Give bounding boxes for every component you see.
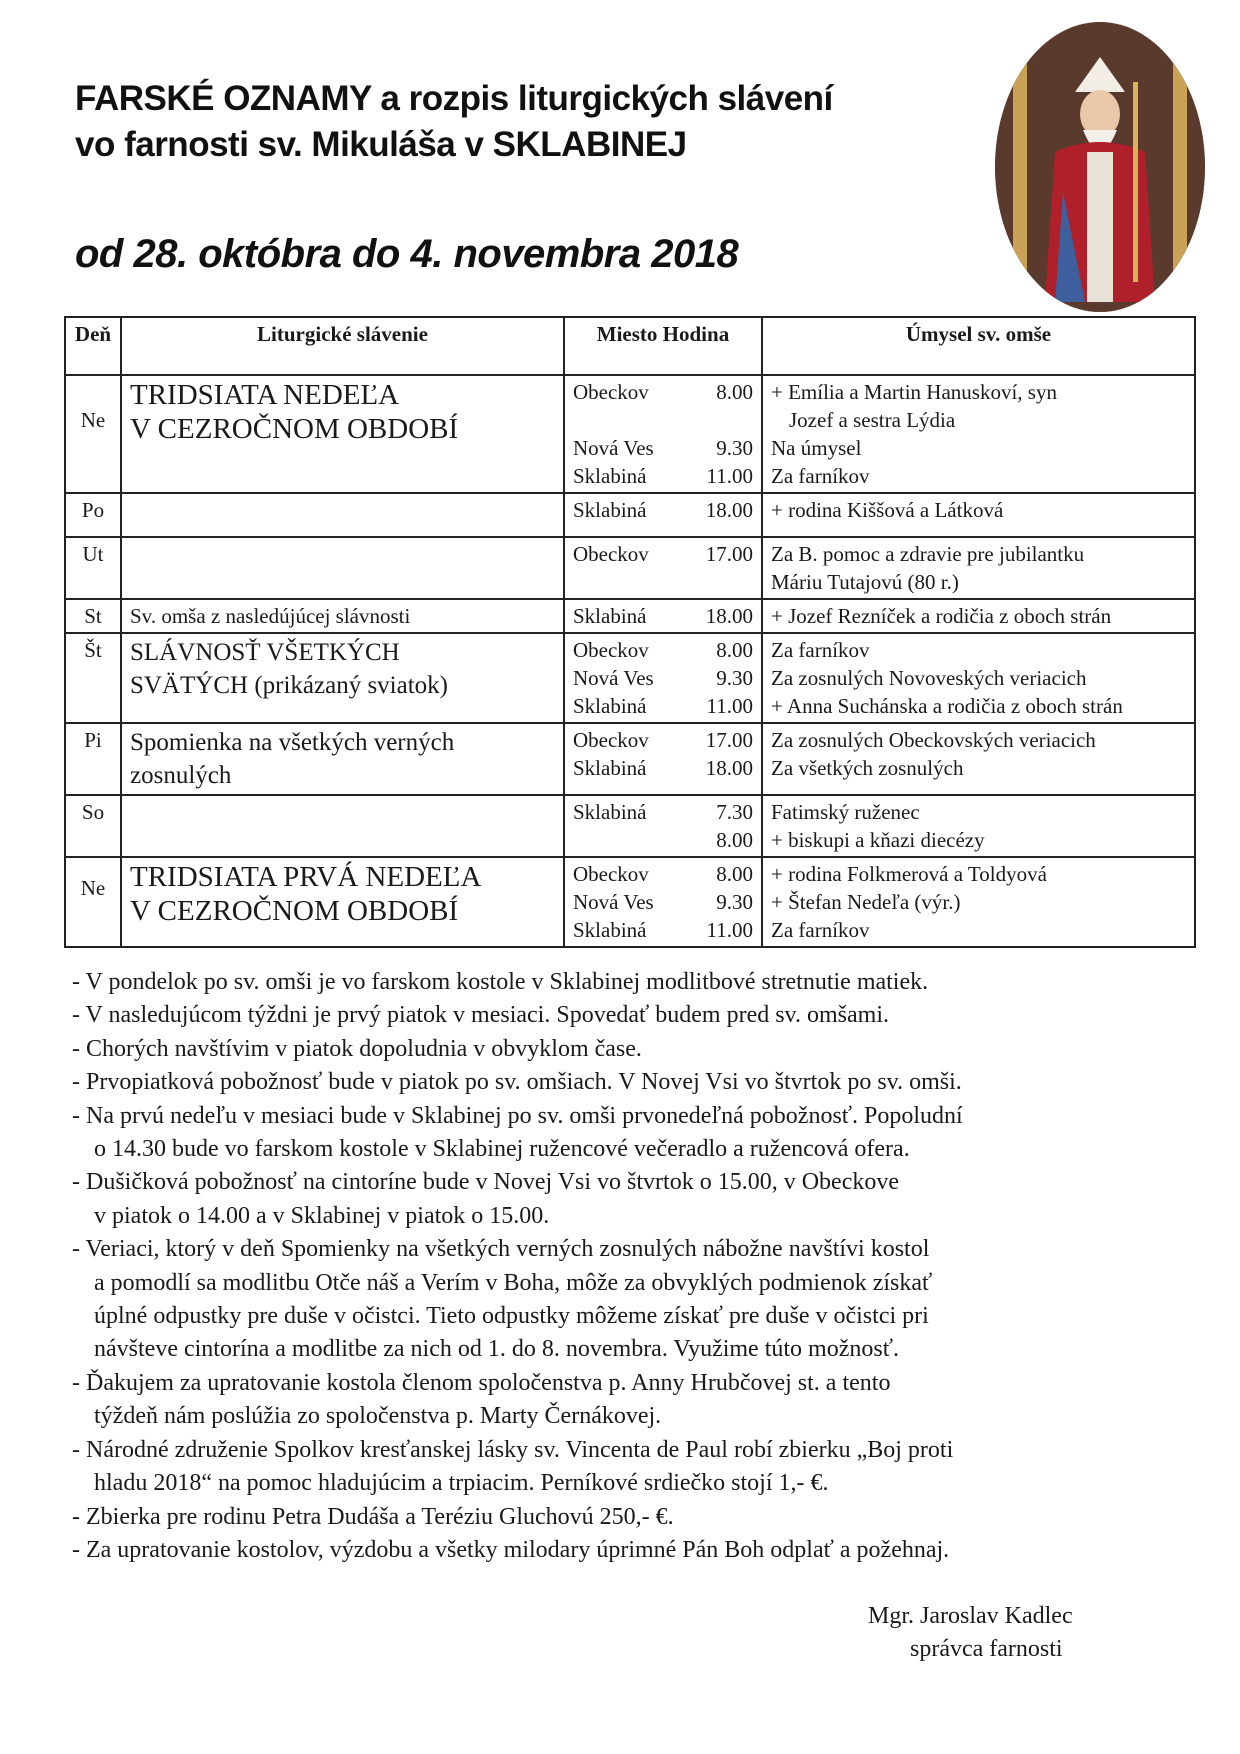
table-row <box>65 633 1195 723</box>
place-time: Sklabiná 11.00 <box>573 464 753 488</box>
liturgy-line: V CEZROČNOM OBDOBÍ <box>130 413 459 445</box>
announcement: - Ďakujem za upratovanie kostola členom spoločenstva p. Anny Hrubčovej st. a tento týždeň nám poslúžia zo spoločenstva p. Marty Černákovej. <box>72 1369 891 1430</box>
intention-line: + rodina Kiššová a Látková <box>771 498 1004 522</box>
table-header-row <box>65 317 1195 375</box>
title-line-2: vo farnosti sv. Mikuláša v SKLABINEJ <box>75 125 687 164</box>
announcement: - Na prvú nedeľu v mesiaci bude v Sklabinej po sv. omši prvonedeľná pobožnosť. Popoludní o 14.30 bude vo farskom kostole v Sklabinej ružencové večeradlo a ružencová ofera. <box>72 1102 963 1163</box>
liturgy-line: zosnulých <box>130 762 232 789</box>
place-time: Sklabiná 18.00 <box>573 756 753 780</box>
liturgy-line: Sv. omša z nasledújúcej slávnosti <box>130 604 411 628</box>
row-day: St <box>65 599 121 633</box>
table-row <box>65 599 1195 633</box>
table-row <box>65 857 1195 947</box>
row-day: Ne <box>80 408 106 432</box>
intention-line: Za farníkov <box>771 918 870 942</box>
place-time: Nová Ves 9.30 <box>573 436 753 460</box>
row-day: Št <box>65 633 121 723</box>
signature-role: správca farnosti <box>910 1636 1063 1662</box>
announcement: - Prvopiatková pobožnosť bude v piatok po sv. omšiach. V Novej Vsi vo štvrtok po sv. omši. <box>72 1069 962 1096</box>
row-day: Ut <box>65 537 121 599</box>
page-title <box>75 76 975 168</box>
liturgy-line: SVÄTÝCH (prikázaný sviatok) <box>130 672 448 699</box>
announcement: - Národné združenie Spolkov kresťanskej lásky sv. Vincenta de Paul robí zbierku „Boj proti hladu 2018“ na pomoc hladujúcim a trpiacim. Perníkové srdiečko stojí 1,- €. <box>72 1436 954 1497</box>
header-liturgy: Liturgické slávenie <box>121 317 564 375</box>
table-row <box>65 723 1195 795</box>
row-day: So <box>65 795 121 857</box>
intention-line: + Emília a Martin Hanuskoví, syn <box>771 380 1057 404</box>
intention-line: + rodina Folkmerová a Toldyová <box>771 862 1047 886</box>
saint-nicholas-photo <box>995 22 1205 312</box>
table-row <box>65 493 1195 537</box>
liturgy-line: TRIDSIATA NEDEĽA <box>130 379 400 411</box>
table-row <box>65 795 1195 857</box>
place-time: Sklabiná 11.00 <box>573 694 753 718</box>
intention-line: Za farníkov <box>771 464 870 488</box>
place-time: Obeckov 8.00 <box>573 638 753 662</box>
row-day: Pi <box>65 723 121 795</box>
table-row <box>65 375 1195 493</box>
intention-line: Fatimský ruženec <box>771 800 920 824</box>
announcement: - V pondelok po sv. omši je vo farskom kostole v Sklabinej modlitbové stretnutie matiek. <box>72 969 929 995</box>
announcement: - V nasledujúcom týždni je prvý piatok v mesiaci. Spovedať budem pred sv. omšami. <box>72 1002 889 1029</box>
table-row <box>65 537 1195 599</box>
intention-line: + Jozef Rezníček a rodičia z oboch strán <box>771 604 1112 628</box>
intention-line: Za zosnulých Novoveských veriacich <box>771 666 1087 690</box>
liturgy-schedule-table <box>64 316 1196 948</box>
announcement: - Zbierka pre rodinu Petra Dudáša a Teréziu Gluchovú 250,- €. <box>72 1503 674 1530</box>
intention-line: Máriu Tutajovú (80 r.) <box>771 570 959 594</box>
row-day: Po <box>65 493 121 537</box>
place-time: Obeckov 17.00 <box>573 542 753 566</box>
intention-line: + Anna Suchánska a rodičia z oboch strán <box>771 694 1123 718</box>
liturgy-line: SLÁVNOSŤ VŠETKÝCH <box>130 639 400 666</box>
place-time: Obeckov 17.00 <box>573 728 753 752</box>
intention-line: Za farníkov <box>771 638 870 662</box>
liturgy-line: Spomienka na všetkých verných <box>130 729 455 756</box>
announcement: - Chorých navštívim v piatok dopoludnia v obvyklom čase. <box>72 1035 642 1062</box>
place-time: 8.00 <box>716 828 753 852</box>
announcement: - Veriaci, ktorý v deň Spomienky na všetkých verných zosnulých nábožne navštívi kostol a pomodlí sa modlitbu Otče náš a Verím v Boha, môže za obvyklých podmienok získať úplné odpustky pre duše v očistci. Tieto odpustky môžeme získať pre duše v očistci pri návšteve cintorína a modlitbe za nich od 1. do 8. novembra. Využime túto možnosť. <box>72 1236 933 1363</box>
place-time: Sklabiná 11.00 <box>573 918 753 942</box>
place-time: Nová Ves 9.30 <box>573 666 753 690</box>
announcements-list <box>72 966 1192 1567</box>
intention-line: + Štefan Nedeľa (výr.) <box>771 890 961 914</box>
title-line-1: FARSKÉ OZNAMY a rozpis liturgických slávení <box>75 79 833 118</box>
place-time: Sklabiná 7.30 <box>573 800 753 824</box>
announcement: - Za upratovanie kostolov, výzdobu a všetky milodary úprimné Pán Boh odplať a požehnaj. <box>72 1536 950 1563</box>
intention-line: Na úmysel <box>771 436 862 460</box>
place-time: Sklabiná 18.00 <box>573 498 753 522</box>
header-day: Deň <box>65 317 121 375</box>
place-time: Obeckov 8.00 <box>573 380 753 404</box>
header-intention: Úmysel sv. omše <box>762 317 1195 375</box>
place-time: Obeckov 8.00 <box>573 862 753 886</box>
intention-line: Za zosnulých Obeckovských veriacich <box>771 728 1096 752</box>
signature-block <box>868 1600 1073 1666</box>
signature-name: Mgr. Jaroslav Kadlec <box>868 1603 1073 1629</box>
row-day: Ne <box>80 876 106 900</box>
place-time: Nová Ves 9.30 <box>573 890 753 914</box>
liturgy-line: TRIDSIATA PRVÁ NEDEĽA <box>130 861 482 893</box>
date-range: od 28. októbra do 4. novembra 2018 <box>75 232 739 276</box>
header-place-time: Miesto Hodina <box>564 317 762 375</box>
intention-line: + biskupi a kňazi diecézy <box>771 828 985 852</box>
place-time: Sklabiná 18.00 <box>573 604 753 628</box>
intention-line: Za B. pomoc a zdravie pre jubilantku <box>771 542 1085 566</box>
liturgy-line: V CEZROČNOM OBDOBÍ <box>130 895 459 927</box>
intention-line: Za všetkých zosnulých <box>771 756 964 780</box>
announcement: - Dušičková pobožnosť na cintoríne bude v Novej Vsi vo štvrtok o 15.00, v Obeckove v piatok o 14.00 a v Sklabinej v piatok o 15.00. <box>72 1169 900 1229</box>
intention-line: Jozef a sestra Lýdia <box>789 408 956 432</box>
